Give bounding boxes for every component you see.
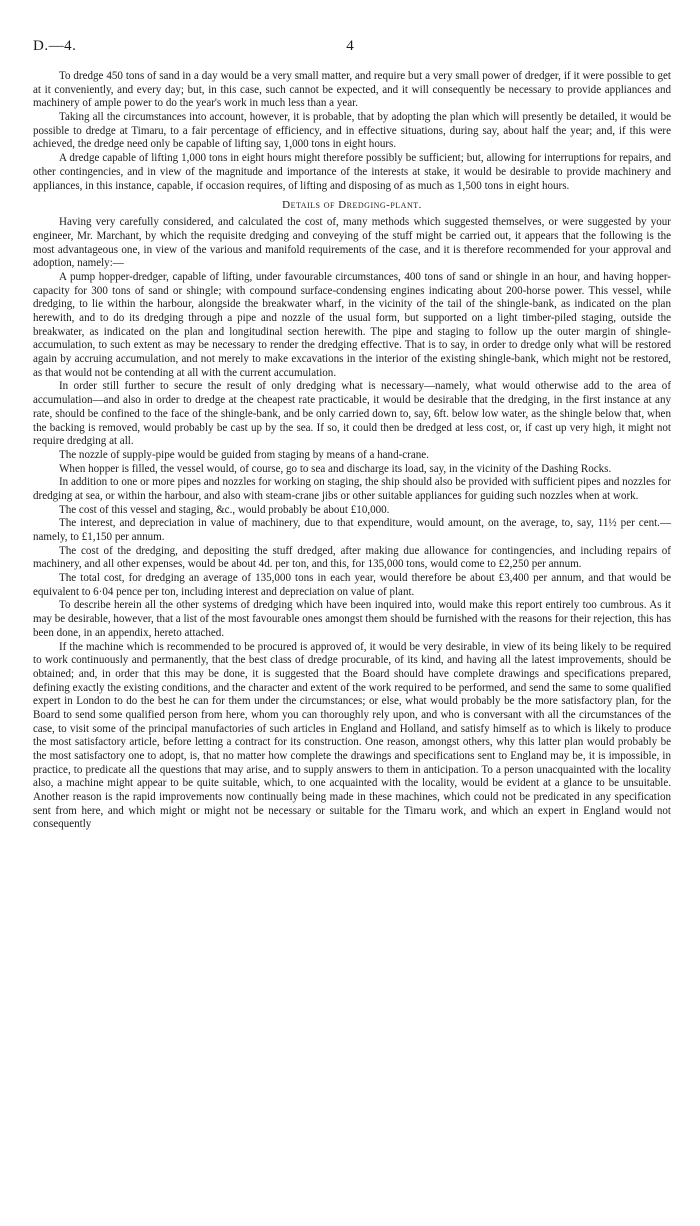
paragraph: The total cost, for dredging an average of 135,000 tons in each year, would therefore be about £3,400 per annum, and that would be equivalent to 6·04 pence per ton, including interest and depreciation on value of plant. (33, 572, 671, 598)
paragraph: In addition to one or more pipes and nozzles for working on staging, the ship should also be provided with sufficient pipes and nozzles for dredging at sea, or within the harbour, and also with steam-crane jibs or other suitable appliances for guiding such nozzles when at work. (33, 476, 671, 502)
paragraph: A pump hopper-dredger, capable of lifting, under favourable circumstances, 400 tons of sand or shingle in an hour, and having hopper-capacity for 300 tons of sand or shingle; with compound surface-condensing engines indicating about 200-horse power. This vessel, while dredging, to lie within the harbour, alongside the breakwater wharf, in the vicinity of the tail of the shingle-bank, as indicated on the plan herewith, and to do its dredging through a pipe and nozzle of the usual form, but supported on a light timber-piled staging, outside the breakwater, as indicated on the plan and longitudinal section herewith. The pipe and staging to follow up the outer margin of shingle-accumulation, to such extent as may be necessary to render the dredging effective. That is to say, in order to dredge only what will be restored again by accruing accumulation, and not merely to make excavations in the interior of the existing shingle-bank, which might not be restored, as that would not be contending at all with the current accumulation. (33, 270, 671, 379)
document-body (33, 70, 671, 832)
paragraph: The interest, and depreciation in value of machinery, due to that expenditure, would amount, on the average, to, say, 11½ per cent.—namely, to £1,150 per annum. (33, 517, 671, 543)
page-header (33, 38, 667, 56)
paragraph: A dredge capable of lifting 1,000 tons in eight hours might therefore possibly be sufficient; but, allowing for interruptions for repairs, and other contingencies, and in view of the magnitude and importance of the interests at stake, it would be desirable to provide machinery and appliances, in this instance, capable, if occasion requires, of lifting and disposing of as much as 1,500 tons in eight hours. (33, 152, 671, 192)
paragraph: Having very carefully considered, and calculated the cost of, many methods which suggested themselves, or were suggested by your engineer, Mr. Marchant, by which the requisite dredging and conveying of the stuff might be carried out, it appears that the following is the most advantageous one, in view of the various and manifold requirements of the case, and it is therefore recommended for your approval and adoption, namely:— (33, 216, 671, 270)
paragraph: The cost of the dredging, and depositing the stuff dredged, after making due allowance for contingencies, and including repairs of machinery, and all other expenses, would be about 4d. per ton, and this, for 135,000 tons, would come to £2,250 per annum. (33, 544, 671, 571)
page-number: 4 (346, 38, 354, 54)
paragraph: To dredge 450 tons of sand in a day would be a very small matter, and require but a very small power of dredger, if it were possible to get at it conveniently, and every day; but, in this case, such cannot be expected, and it will consequently be necessary to provide appliances and machinery of ample power to do the year's work in much less than a year. (33, 70, 671, 110)
section-heading: Details of Dredging-plant. (282, 199, 422, 212)
paragraph: In order still further to secure the result of only dredging what is necessary—namely, what would otherwise add to the area of accumulation—and also in order to dredge at the cheapest rate practicable, it would be desirable that the dredging, in the first instance at any rate, should be confined to the face of the shingle-bank, and be only carried down to, say, 6ft. below low water, as the shingle below that, when the backing is removed, would probably be cast up by the sea. If so, it could then be dredged at less cost, or, if cast up very high, it might not require dredging at all. (33, 380, 671, 448)
paragraph: If the machine which is recommended to be procured is approved of, it would be very desirable, in view of its being likely to be required to work continuously and permanently, that the best class of dredge procurable, of its kind, and having all the latest improvements, should be obtained; and, in order that this may be done, it is suggested that the Board should have complete drawings and specifications prepared, defining exactly the existing conditions, and the character and extent of the work required to be performed, and send the same to some qualified expert in London to do the best he can for them under the circumstances; or else, what would probably be the more satisfactory plan, for the Board to send some qualified person from here, whom you can thoroughly rely upon, and who is conversant with all the circumstances of the case, to visit some of the principal manufactories of such articles in England and Holland, and satisfy himself as to which is likely to produce the most satisfactory article, before letting a contract for its construction. One reason, amongst others, why this latter plan would probably be the most satisfactory one to adopt, is, that no matter how complete the drawings and specifications sent to England may be, it is impossible, in practice, to predicate all the questions that may arise, and to supply answers to them in anticipation. To a person unacquainted with the locality also, a machine might appear to be quite suitable, which, to one acquainted with the locality, would be evident at a glance to be unsuitable. Another reason is the rapid improvements now continually being made in these machines, which could not be predicated in any specification sent from here, and which might or might not be necessary or suitable for the Timaru work, and which an expert in England would not consequently (33, 640, 671, 831)
paragraph: Taking all the circumstances into account, however, it is probable, that by adopting the plan which will presently be detailed, it would be possible to dredge at Timaru, to a fair percentage of efficiency, and in effective situations, during say, about half the year; and, if this were achieved, the dredge need only be capable of lifting say, 1,000 tons in eight hours. (33, 111, 671, 151)
paragraph: The nozzle of supply-pipe would be guided from staging by means of a hand-crane. (59, 448, 429, 461)
paragraph: When hopper is filled, the vessel would, of course, go to sea and discharge its load, say, in the vicinity of the Dashing Rocks. (59, 462, 612, 475)
paragraph: To describe herein all the other systems of dredging which have been inquired into, would make this report entirely too cumbrous. As it may be desirable, however, that a list of the most favourable ones amongst them should be furnished with the reasons for their rejection, this has been done, in an appendix, hereto attached. (33, 599, 671, 639)
document-reference: D.—4. (33, 38, 77, 54)
paragraph: The cost of this vessel and staging, &c., would probably be about £10,000. (59, 503, 390, 516)
